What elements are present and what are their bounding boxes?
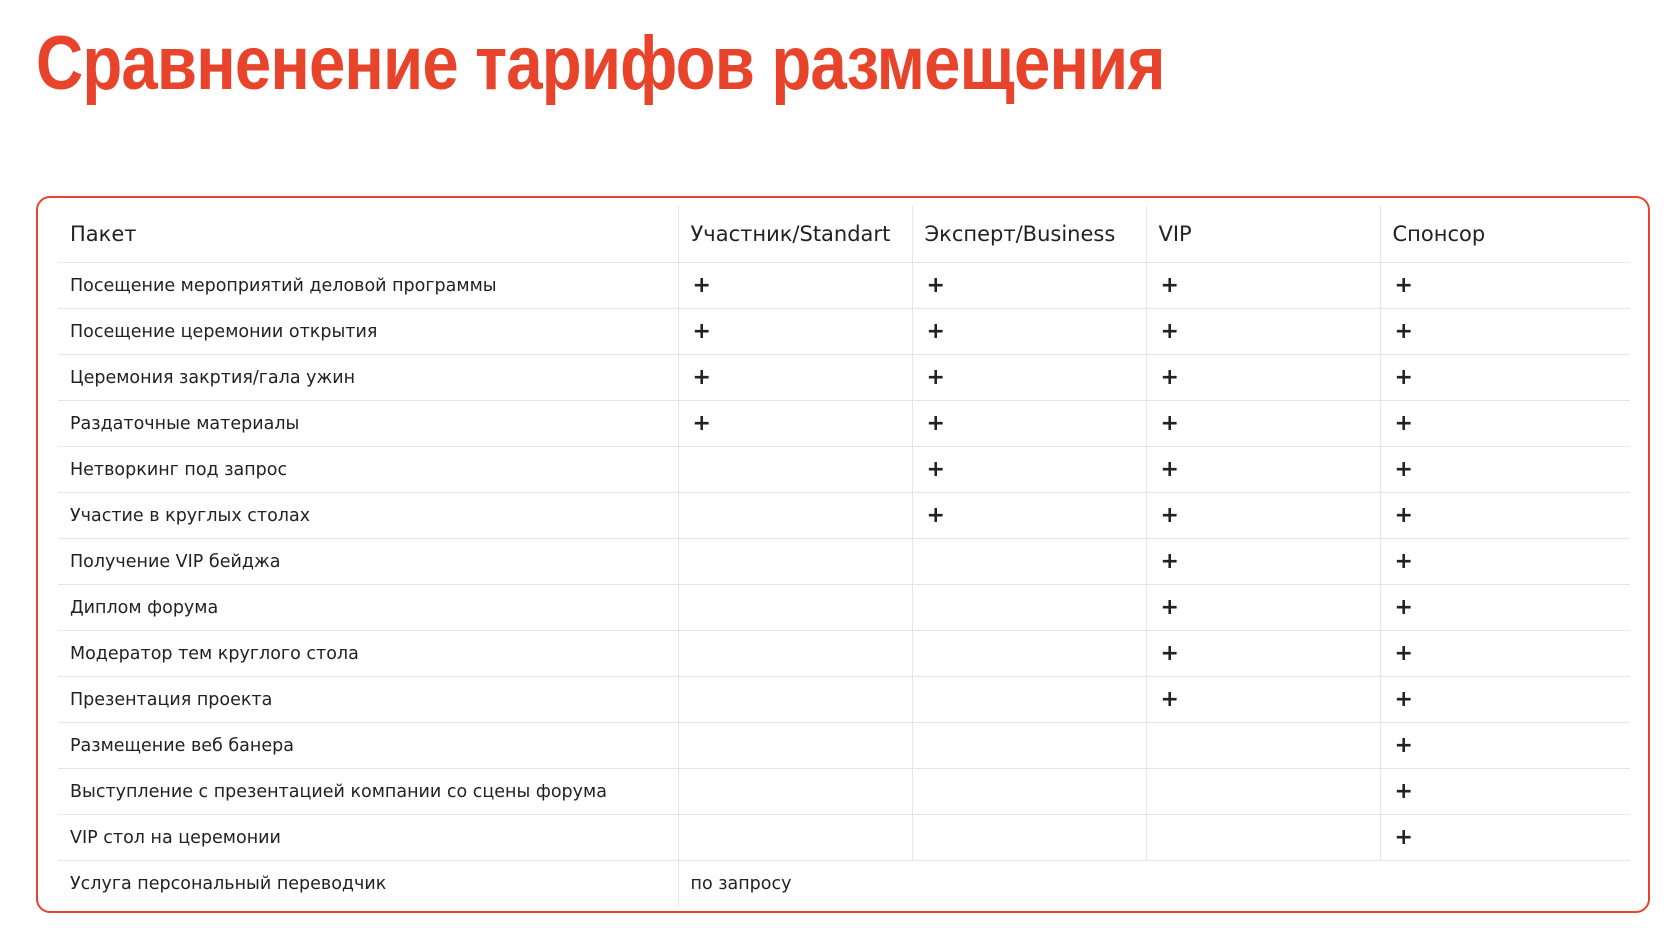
included-mark: + [926, 503, 945, 528]
tariff-cell [912, 309, 1146, 355]
tariff-cell [678, 263, 912, 309]
table-header-row [58, 206, 1630, 263]
tariff-cell [678, 723, 912, 769]
tariff-cell [1380, 769, 1630, 815]
on-request-cell: по запросу [678, 861, 1630, 908]
table-row [58, 815, 1630, 861]
included-mark: + [1160, 595, 1179, 620]
row-label: Выступление с презентацией компании со сцены форума [58, 769, 678, 815]
row-label: Размещение веб банера [58, 723, 678, 769]
tariff-cell [1380, 401, 1630, 447]
table-row [58, 355, 1630, 401]
included-mark: + [1394, 319, 1413, 344]
tariff-cell [678, 447, 912, 493]
tariff-cell [1380, 677, 1630, 723]
tariff-cell [1146, 677, 1380, 723]
included-mark: + [1394, 641, 1413, 666]
tariff-cell [1380, 585, 1630, 631]
tariff-cell [1146, 355, 1380, 401]
included-mark: + [692, 411, 711, 436]
tariff-cell [912, 539, 1146, 585]
included-mark: + [692, 273, 711, 298]
tariff-cell [1146, 263, 1380, 309]
tariff-cell [1146, 585, 1380, 631]
table-body [58, 263, 1630, 908]
tariff-cell [1380, 723, 1630, 769]
table-row [58, 723, 1630, 769]
included-mark: + [1394, 779, 1413, 804]
table-row [58, 769, 1630, 815]
column-header-sponsor: Спонсор [1380, 206, 1630, 263]
tariff-cell [1146, 401, 1380, 447]
table-row-on-request [58, 861, 1630, 908]
tariff-comparison-card [36, 196, 1650, 913]
tariff-cell [1380, 631, 1630, 677]
row-label: Получение VIP бейджа [58, 539, 678, 585]
table-row [58, 401, 1630, 447]
tariff-cell [678, 401, 912, 447]
tariff-cell [1380, 815, 1630, 861]
tariff-cell [912, 355, 1146, 401]
tariff-cell [678, 769, 912, 815]
tariff-cell [678, 677, 912, 723]
tariff-cell [912, 815, 1146, 861]
column-header-package: Пакет [58, 206, 678, 263]
table-row [58, 309, 1630, 355]
tariff-cell [912, 585, 1146, 631]
table-row [58, 677, 1630, 723]
tariff-cell [1146, 493, 1380, 539]
tariff-cell [1146, 309, 1380, 355]
tariff-cell [912, 401, 1146, 447]
row-label: Нетворкинг под запрос [58, 447, 678, 493]
included-mark: + [1394, 411, 1413, 436]
included-mark: + [1394, 273, 1413, 298]
tariff-cell [1380, 355, 1630, 401]
row-label: Диплом форума [58, 585, 678, 631]
tariff-cell [1146, 539, 1380, 585]
included-mark: + [1160, 457, 1179, 482]
row-label: Участие в круглых столах [58, 493, 678, 539]
column-header-vip: VIP [1146, 206, 1380, 263]
tariff-cell [1146, 631, 1380, 677]
tariff-cell [678, 493, 912, 539]
tariff-cell [1380, 263, 1630, 309]
row-label: Церемония закртия/гала ужин [58, 355, 678, 401]
table-row [58, 585, 1630, 631]
row-label: Презентация проекта [58, 677, 678, 723]
included-mark: + [1160, 365, 1179, 390]
tariff-cell [912, 447, 1146, 493]
row-label: Услуга персональный переводчик [70, 874, 387, 894]
tariff-cell [912, 769, 1146, 815]
tariff-cell [1380, 447, 1630, 493]
table-row [58, 263, 1630, 309]
row-label: Посещение мероприятий деловой программы [58, 263, 678, 309]
included-mark: + [926, 365, 945, 390]
included-mark: + [1160, 549, 1179, 574]
included-mark: + [926, 457, 945, 482]
included-mark: + [1160, 273, 1179, 298]
tariff-cell [912, 631, 1146, 677]
tariff-cell [1380, 309, 1630, 355]
tariff-cell [1146, 769, 1380, 815]
tariff-cell [1146, 447, 1380, 493]
included-mark: + [1394, 595, 1413, 620]
tariff-cell [1380, 539, 1630, 585]
column-header-standart: Участник/Standart [678, 206, 912, 263]
included-mark: + [1160, 687, 1179, 712]
tariff-cell [1146, 815, 1380, 861]
included-mark: + [1394, 457, 1413, 482]
tariff-cell [678, 355, 912, 401]
included-mark: + [1394, 549, 1413, 574]
included-mark: + [1394, 687, 1413, 712]
tariff-cell [1146, 723, 1380, 769]
row-label: Посещение церемонии открытия [58, 309, 678, 355]
included-mark: + [692, 365, 711, 390]
tariff-cell [678, 631, 912, 677]
table-row [58, 539, 1630, 585]
row-label: Раздаточные материалы [58, 401, 678, 447]
table-row [58, 493, 1630, 539]
included-mark: + [1394, 365, 1413, 390]
column-header-business: Эксперт/Business [912, 206, 1146, 263]
tariff-cell [678, 309, 912, 355]
tariff-comparison-table [58, 206, 1630, 907]
included-mark: + [692, 319, 711, 344]
included-mark: + [926, 319, 945, 344]
tariff-cell [678, 815, 912, 861]
tariff-cell [678, 539, 912, 585]
tariff-cell [912, 723, 1146, 769]
included-mark: + [1394, 825, 1413, 850]
included-mark: + [1394, 733, 1413, 758]
table-row [58, 631, 1630, 677]
included-mark: + [1160, 641, 1179, 666]
tariff-cell [912, 677, 1146, 723]
tariff-cell [912, 493, 1146, 539]
tariff-cell [912, 263, 1146, 309]
included-mark: + [1394, 503, 1413, 528]
included-mark: + [926, 411, 945, 436]
included-mark: + [926, 273, 945, 298]
tariff-cell [678, 585, 912, 631]
included-mark: + [1160, 503, 1179, 528]
page-title: Сравненение тарифов размещения [36, 21, 1165, 106]
included-mark: + [1160, 319, 1179, 344]
table-row [58, 447, 1630, 493]
row-label: VIP стол на церемонии [58, 815, 678, 861]
included-mark: + [1160, 411, 1179, 436]
row-label: Модератор тем круглого стола [58, 631, 678, 677]
tariff-cell [1380, 493, 1630, 539]
